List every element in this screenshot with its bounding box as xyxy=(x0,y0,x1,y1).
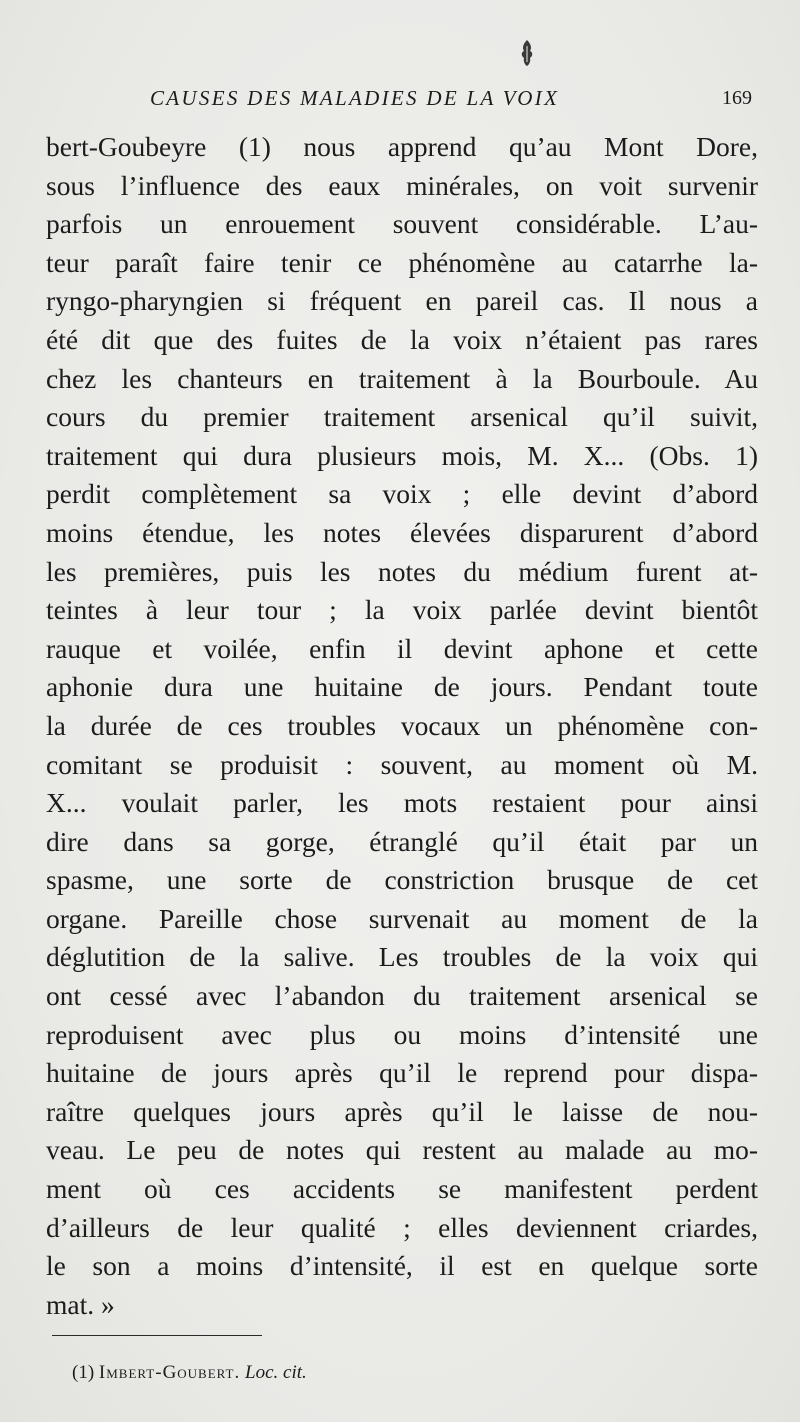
text-line: bert-Goubeyre (1) nous apprend qu’au Mont Dore, xyxy=(46,131,758,162)
text-line: organe. Pareille chose survenait au moment de la xyxy=(46,902,758,934)
text-line: ont cessé avec l’abandon du traitement arsenical se xyxy=(46,980,758,1012)
text-line: moins étendue, les notes élevées disparurent d’abord xyxy=(46,516,758,548)
text-line: ryngo-pharyngien si fréquent en pareil cas. Il nous a xyxy=(46,285,758,317)
text-line: teintes à leur tour ; la voix parlée devint bientôt xyxy=(46,594,758,626)
text-line: veau. Le peu de notes qui restent au malade au mo- xyxy=(46,1134,758,1166)
footnote-marker: (1) xyxy=(72,1362,95,1383)
running-title: CAUSES DES MALADIES DE LA VOIX xyxy=(150,86,560,110)
text-line: raître quelques jours après qu’il le laisse de nou- xyxy=(46,1095,758,1127)
text-line: aphonie dura une huitaine de jours. Pendant toute xyxy=(46,671,758,703)
text-line: X... voulait parler, les mots restaient pour ainsi xyxy=(46,787,758,819)
text-line: ment où ces accidents se manifestent perdent xyxy=(46,1173,758,1205)
text-line: la durée de ces troubles vocaux un phénomène con- xyxy=(46,709,758,741)
text-line-last: mat. » xyxy=(46,1288,115,1320)
text-line: perdit complètement sa voix ; elle devint d’abord xyxy=(46,478,758,510)
footnote xyxy=(72,1362,307,1384)
text-line: sous l’influence des eaux minérales, on voit survenir xyxy=(46,169,758,201)
text-line: cours du premier traitement arsenical qu’il suivit, xyxy=(46,401,758,433)
footnote-author: Imbert-Goubert. xyxy=(98,1362,241,1383)
page-number: 169 xyxy=(722,87,752,109)
text-line: dire dans sa gorge, étranglé qu’il était par un xyxy=(46,825,758,857)
text-line: reproduisent avec plus ou moins d’intensité une xyxy=(46,1018,758,1050)
text-line: spasme, une sorte de constriction brusque de cet xyxy=(46,864,758,896)
running-header xyxy=(0,86,800,116)
text-line: chez les chanteurs en traitement à la Bourboule. Au xyxy=(46,362,758,394)
fleuron-ornament-icon xyxy=(518,38,536,68)
text-line: teur paraît faire tenir ce phénomène au catarrhe la- xyxy=(46,246,758,278)
text-line: déglutition de la salive. Les troubles de la voix qui xyxy=(46,941,758,973)
text-line: les premières, puis les notes du médium furent at- xyxy=(46,555,758,587)
text-line: traitement qui dura plusieurs mois, M. X... (Obs. 1) xyxy=(46,439,758,471)
text-line: huitaine de jours après qu’il le reprend pour dispa- xyxy=(46,1057,758,1089)
body-text xyxy=(46,128,758,1324)
text-line: le son a moins d’intensité, il est en quelque sorte xyxy=(46,1250,758,1282)
text-line: été dit que des fuites de la voix n’étaient pas rares xyxy=(46,323,758,355)
footnote-divider xyxy=(52,1335,262,1336)
text-line: rauque et voilée, enfin il devint aphone et cette xyxy=(46,632,758,664)
footnote-reference: Loc. cit. xyxy=(245,1362,307,1383)
text-line: parfois un enrouement souvent considérable. L’au- xyxy=(46,208,758,240)
text-line: comitant se produisit : souvent, au moment où M. xyxy=(46,748,758,780)
text-line: d’ailleurs de leur qualité ; elles deviennent criardes, xyxy=(46,1211,758,1243)
